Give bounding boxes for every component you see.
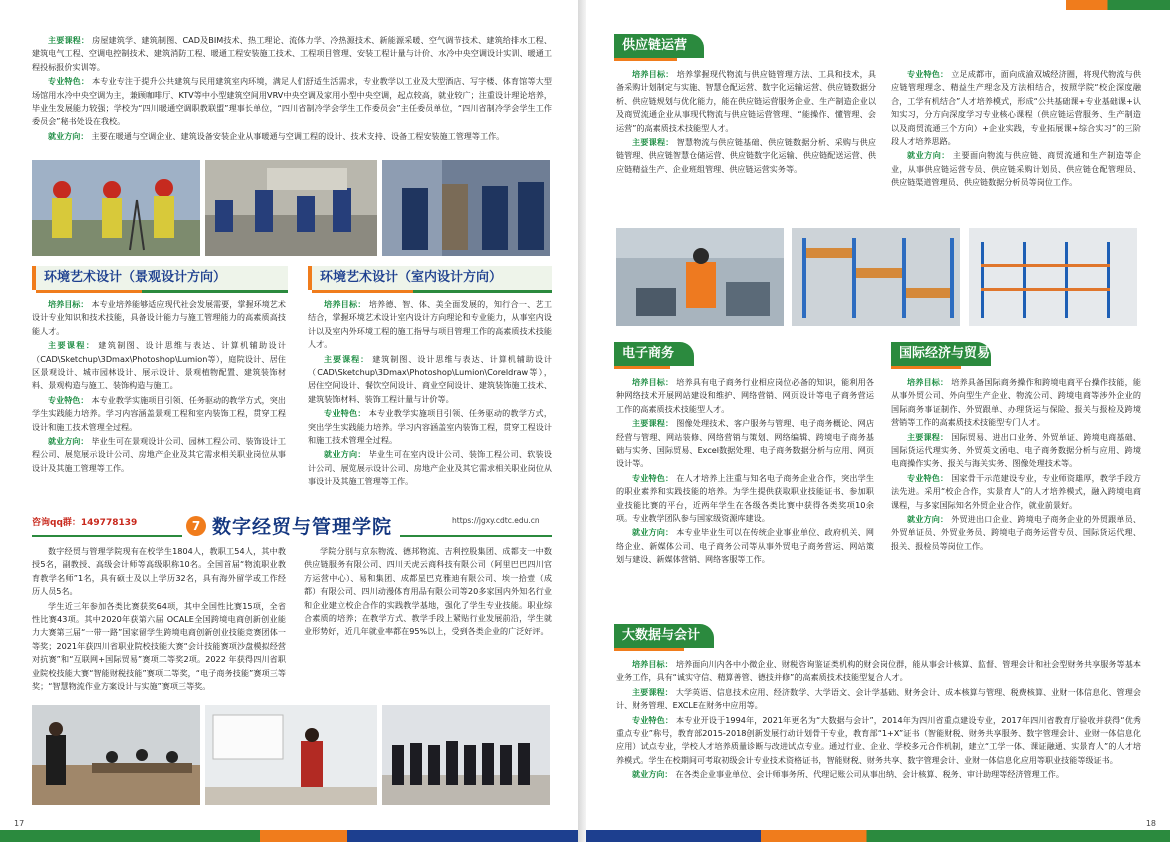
interior-body [308,298,552,490]
body-text: 在人才培养上注重与知名电子商务企业合作，突出学生的职业素养和实践技能的培养。为学生提供获取职业技能证书、参加职业技能比赛的平台，近两年学生在各级各类比赛中获得各类奖项10余项。专业教学团队参与国家级资源库建设。 [616,472,874,524]
body-text: 本专业专注于提升公共建筑与民用建筑室内环境，满足人们舒适生活需求，专业教学以工业及大型酒店、写字楼、体育馆等大型场馆用水冷中央空调为主，兼顾咖啡厅、KTV等中小型建筑空间用VRV中央空调及家用小型中央空调，起点较高，就业较广；注重设计理论培养，毕业生发展能力较强；学校为“四川暖通空调职教联盟”理事长单位，“四川省制冷学会学生工作委员会”主任委员单位，“四川省制冷学会学生工作委员会”秘书处设在我校。 [32,76,552,127]
section-title: 国际经济与贸易 [899,346,991,361]
body-text: 国家骨干示范建设专业，专业师资雄厚，教学手段方法先进。采用“校企合作，实景育人”的人才培养模式，融入跨境电商课程，与多家国际知名外贸企业合作，就业前景好。 [891,472,1141,510]
college-url[interactable]: https://jgxy.cdtc.edu.cn [452,516,540,525]
label: 就业方向： [324,449,366,460]
label: 就业方向： [907,150,950,161]
label: 就业方向： [48,436,89,447]
supply-body-left [616,68,876,177]
photo-survey-students [32,160,200,256]
label: 专业特色： [907,472,949,483]
label: 培养目标： [632,377,674,387]
photo-group-suits [382,705,550,805]
body-text: 毕业生可在室内设计公司、装饰工程公司、软装设计公司、展览展示设计公司、房地产企业及其它需求相关职业岗位从事设计及其施工管理等工作。 [308,449,552,487]
label: 培养目标： [632,69,674,79]
photo-lab-staff [382,160,550,256]
body-text: 主要在暖通与空调企业、建筑设备安装企业从事暖通与空调工程的设计、技术支持、设备工程安装施工管理等工作。 [91,130,505,141]
left-page [0,0,578,842]
label: 主要课程： [632,137,674,148]
paragraph: 学院分别与京东物流、德邦物流、吉利控股集团、成都支一中数供应链服务有限公司、四川天虎云商科技有限公司（阿里巴巴四川官方运营中心）、易和集团、成都星巴克雅迪有限公司、埃一拾壹（成都）有限公司、四川动漫体育用品有限公司等20多家国内外知名行业和企业建立校企合作的实践教学基地，强化了学生专业技能。职业综合素质的培养；在教学方式、教学手段上紧贴行业发展前沿，学生就业形势好，近几年就业率都在95%以上，受到各类企业的广泛好评。 [304,546,552,637]
college-body-right [304,545,552,640]
label: 培养目标： [632,659,673,669]
body-text: 智慧物流与供应链基础、供应链数据分析、采购与供应链管理、供应链智慧仓储运营、供应链数字化运输、供应链配送运营、供应链精益生产、企业班组管理、供应链运营实务等。 [616,137,876,174]
label: 专业特色： [632,714,674,725]
section-title: 供应链运营 [622,38,688,53]
book-spine [578,0,586,842]
label: 主要课程： [48,340,96,351]
intl-trade-body [891,376,1141,554]
paragraph: 数字经贸与管理学院现有在校学生1804人，教职工54人，其中教授5名，副教授、高级会计师等高级职称10名。全国首届“物流职业教育教学名师”1名，具有硕士及以上学历32名，具有海外留学或工作经历人员5名。 [32,546,286,597]
section-header-supply [614,34,704,58]
body-text: 在各类企业事业单位、会计师事务所、代理记账公司从事出纳、会计核算、税务、审计助理等经济管理工作。 [675,769,1064,780]
body-text: 本专业教学实施项目引领、任务驱动的教学方式，突出学生实践能力培养。学习内容涵盖室内装饰工程，贯穿工程设计和施工技术管理全过程。 [308,408,552,446]
body-text: 建筑制图、设计思维与表达、计算机辅助设计（CAD\Sketchup\3Dmax\Photoshop\Lumion等），庭院设计、居住区景观设计、城市园林设计、展示设计、景观植物配置、建筑装饰材料、景观构造与施工、装饰构造与施工。 [32,340,286,391]
college-title: 数字经贸与管理学院 [212,516,393,538]
photo-classroom-teacher [32,705,200,805]
label: 专业特色： [48,394,89,405]
divider [32,535,182,537]
label: 就业方向： [907,514,949,525]
footer-stripe [0,830,578,842]
body-text: 外贸进出口企业、跨境电子商务企业的外贸跟单员、外贸单证员、外贸业务员、跨境电子商务运营专员、国际货运代理、报关、报检员等岗位工作。 [891,514,1141,551]
photo-warehouse-shelves [792,228,960,326]
right-page [586,0,1170,842]
photo-workshop [205,160,377,256]
page-number: 17 [14,819,25,828]
body-text: 本专业开设于1994年，2021年更名为“大数据与会计”，2014年为四川省重点建设专业，2017年四川省教育厅验收并获得“优秀重点专业”称号，教育部2015-2018创新发展行动计划骨干专业，教育部“1+X”证书（智能财税、财务共享服务、数字管理会计、业财一体信息化应用）试点专业，学校人才培养质量诊断与改进试点专业。通过行业、企业、学校多元合作机制，建立“工学一体、课证融通、实景育人”的人才培养模式。学生在校期间可考取初级会计专业技术资格证书，智能财税、财务共享、数字管理会计、业财一体信息化应用等职业技能等级证书。 [616,714,1141,765]
label: 主要课程： [632,418,674,429]
top-stripe [1066,0,1170,10]
qq-number: 149778139 [80,518,138,528]
label: 专业特色： [324,408,366,419]
section-header-bigdata-accounting [614,624,714,648]
photo-warehouse-worker [616,228,784,326]
qq-group [32,515,137,528]
label: 培养目标： [48,299,89,309]
body-text: 本专业教学实施项目引领、任务驱动的教学方式，突出学生实践能力培养。学习内容涵盖景观工程和室内装饰工程，贯穿工程设计和施工技术管理全过程。 [32,394,286,432]
qq-label: 咨询qq群： [32,518,81,528]
label: 培养目标： [324,299,366,309]
label: 专业特色： [48,76,90,87]
label: 主要课程： [907,431,949,442]
label: 专业特色： [907,69,949,79]
landscape-body [32,298,286,476]
body-text: 培养掌握现代物流与供应链管理方法、工具和技术，具备采购计划制定与实施、智慧仓配运营、数字化运输运营、供应链数据分析、供应链规划与优化能力，能在供应链运营服务企业、生产制造企业以及商贸流通企业从事现代物流与供应链运营管理、“能操作、懂管理、会运营”的高素质技术技能型人才。 [616,69,876,133]
footer-stripe [586,830,1170,842]
college-number-badge: 7 [186,516,206,536]
body-text: 立足成都市，面向成渝双城经济圈，将现代物流与供应链管理理念、精益生产理念及方法相结合，按照学院“校企深度融合，工学有机结合”人才培养模式，形成“公共基础课+专业基础课+认知实习，分方向深度学习专业核心课程（供应链运营服务、生产制造以及商贸流通三个方向）+企业实践，专业拓展课+综合实习”的三阶段人才培养思路。 [891,69,1141,147]
body-text: 本专业毕业生可以在传统企业事业单位、政府机关、网络企业、新媒体公司、电子商务公司等从事外贸电子商务营运、网站策划与建设、新媒体营销、网络客服等工作。 [616,527,874,565]
label: 主要课程： [632,686,673,697]
body-text: 本专业培养能够适应现代社会发展需要，掌握环境艺术设计专业知识和技术技能，具备设计能力与施工管理能力的高素质高技能人才。 [32,299,286,336]
body-text: 主要面向物流与供应链、商贸流通和生产制造等企业，从事供应链运营专员、供应链采购计划员、供应链仓配管理员、供应链渠道管理员、供应链数据分析员等岗位工作。 [891,150,1141,188]
section-title: 大数据与会计 [622,628,701,643]
body-text: 培养具有电子商务行业相应岗位必备的知识，能利用各种网络技术开展网站建设和维护、网络营销、网页设计等电子商务营运工作的高素质技术技能型人才。 [616,377,874,414]
body-text: 毕业生可在景观设计公司、园林工程公司、装饰设计工程公司、展览展示设计公司、房地产企业及其它需求相关职业岗位从事设计及其施工管理等工作。 [32,436,286,473]
bigdata-body [616,658,1141,783]
supply-body-right [891,68,1141,191]
photo-presentation [205,705,377,805]
body-text: 培养面向川内各中小微企业、财税咨询鉴证类机构的财会岗位群，能从事会计核算、监督、管理会计和社会型财务共享服务等基本业务工作，具有“诚实守信、精算善管、德技并修”的高素质技术技能型复合人才。 [616,659,1141,683]
paragraph: 学生近三年参加各类比赛获奖64项，其中全国性比赛15项，全省性比赛43项。其中2020年获第六届 OCALE全国跨境电商创新创业能力大赛第三届“一带一路”国家留学生跨境电商创新创业技能竞赛团体一等奖；2021年获四川省职业院校技能大赛“会计技能赛项沙盘模拟经营对抗赛”和“互联网+国际贸易”赛项二等奖2项。2022 年获得四川省职业院校技能大赛“智能财税技能”赛项二等奖，“电子商务技能”赛项三等奖；“智慧物流作业方案设计与实施”赛项三等奖。 [32,600,286,692]
section-title: 环境艺术设计（景观设计方向） [44,270,227,285]
section-header-ecommerce [614,342,694,366]
photo-storage-racks [969,228,1137,326]
hvac-intro [32,34,552,144]
label: 就业方向： [632,769,673,780]
label: 就业方向： [632,527,674,538]
body-text: 房屋建筑学、建筑制图、CAD及BIM技术、热工理论、流体力学、冷热源技术、新能源采暖、空气调节技术、建筑给排水工程、建筑电气工程、空调电控制技术、建筑消防工程、暖通工程安装施工技术、工程项目管理、安装工程计量与计价、水冷中央空调设计实训、暖通工程投标报价实训等。 [32,35,552,72]
section-header-intl-trade [891,342,991,366]
label: 主要课程： [48,35,90,45]
label: 培养目标： [907,377,949,387]
body-text: 建筑制图、设计思维与表达、计算机辅助设计（CAD\Sketchup\3Dmax\Photoshop\Lumion\Coreldraw等），居住空间设计、餐饮空间设计、商业空间设计、建筑装饰施工技术、建筑装饰材料、装饰工程计量与计价等。 [308,353,552,404]
body-text: 培养德、智、体、美全面发展的，知行合一、艺工结合，掌握环境艺术设计室内设计方向理论和专业能力，从事室内设计以及室内外环境工程的施工指导与项目管理工作的高素质技术技能人才。 [308,299,552,350]
ecommerce-body [616,376,874,568]
body-text: 培养具备国际商务操作和跨境电商平台操作技能，能从事外贸公司、外向型生产企业、物流公司、跨境电商等涉外企业的国际商务事证制作、外贸跟单、办理货运与保险、报关与报检及跨境营销等工作的高素质技术技能型专门人才。 [891,377,1141,428]
section-header-interior [308,266,552,290]
college-body-left [32,545,286,694]
label: 专业特色： [632,472,674,483]
body-text: 国际贸易、进出口业务、外贸单证、跨境电商基础、国际货运代理实务、外贸英文函电、电子商务数据分析与应用、跨境电商操作实务、报关与海关实务、图像处理技术等。 [891,431,1141,469]
label: 就业方向： [48,130,89,141]
section-title: 电子商务 [622,346,675,361]
section-header-landscape [32,266,288,290]
divider [400,535,552,537]
label: 主要课程： [324,353,370,364]
page-number: 18 [1145,819,1156,828]
body-text: 图像处理技术、客户服务与管理、电子商务概论、网店经营与管理、网站装修、网络营销与策划、网络编辑、跨境电子商务基础与实务、国际贸易、Excel数据处理、电子商务数据分析与应用、网页设计等。 [616,418,874,469]
body-text: 大学英语、信息技术应用、经济数学、大学语文、会计学基础、财务会计、成本核算与管理、税费核算、业财一体信息化、管理会计、财务管理、EXCLE在财务中应用等。 [616,686,1141,711]
section-title: 环境艺术设计（室内设计方向） [320,270,503,285]
